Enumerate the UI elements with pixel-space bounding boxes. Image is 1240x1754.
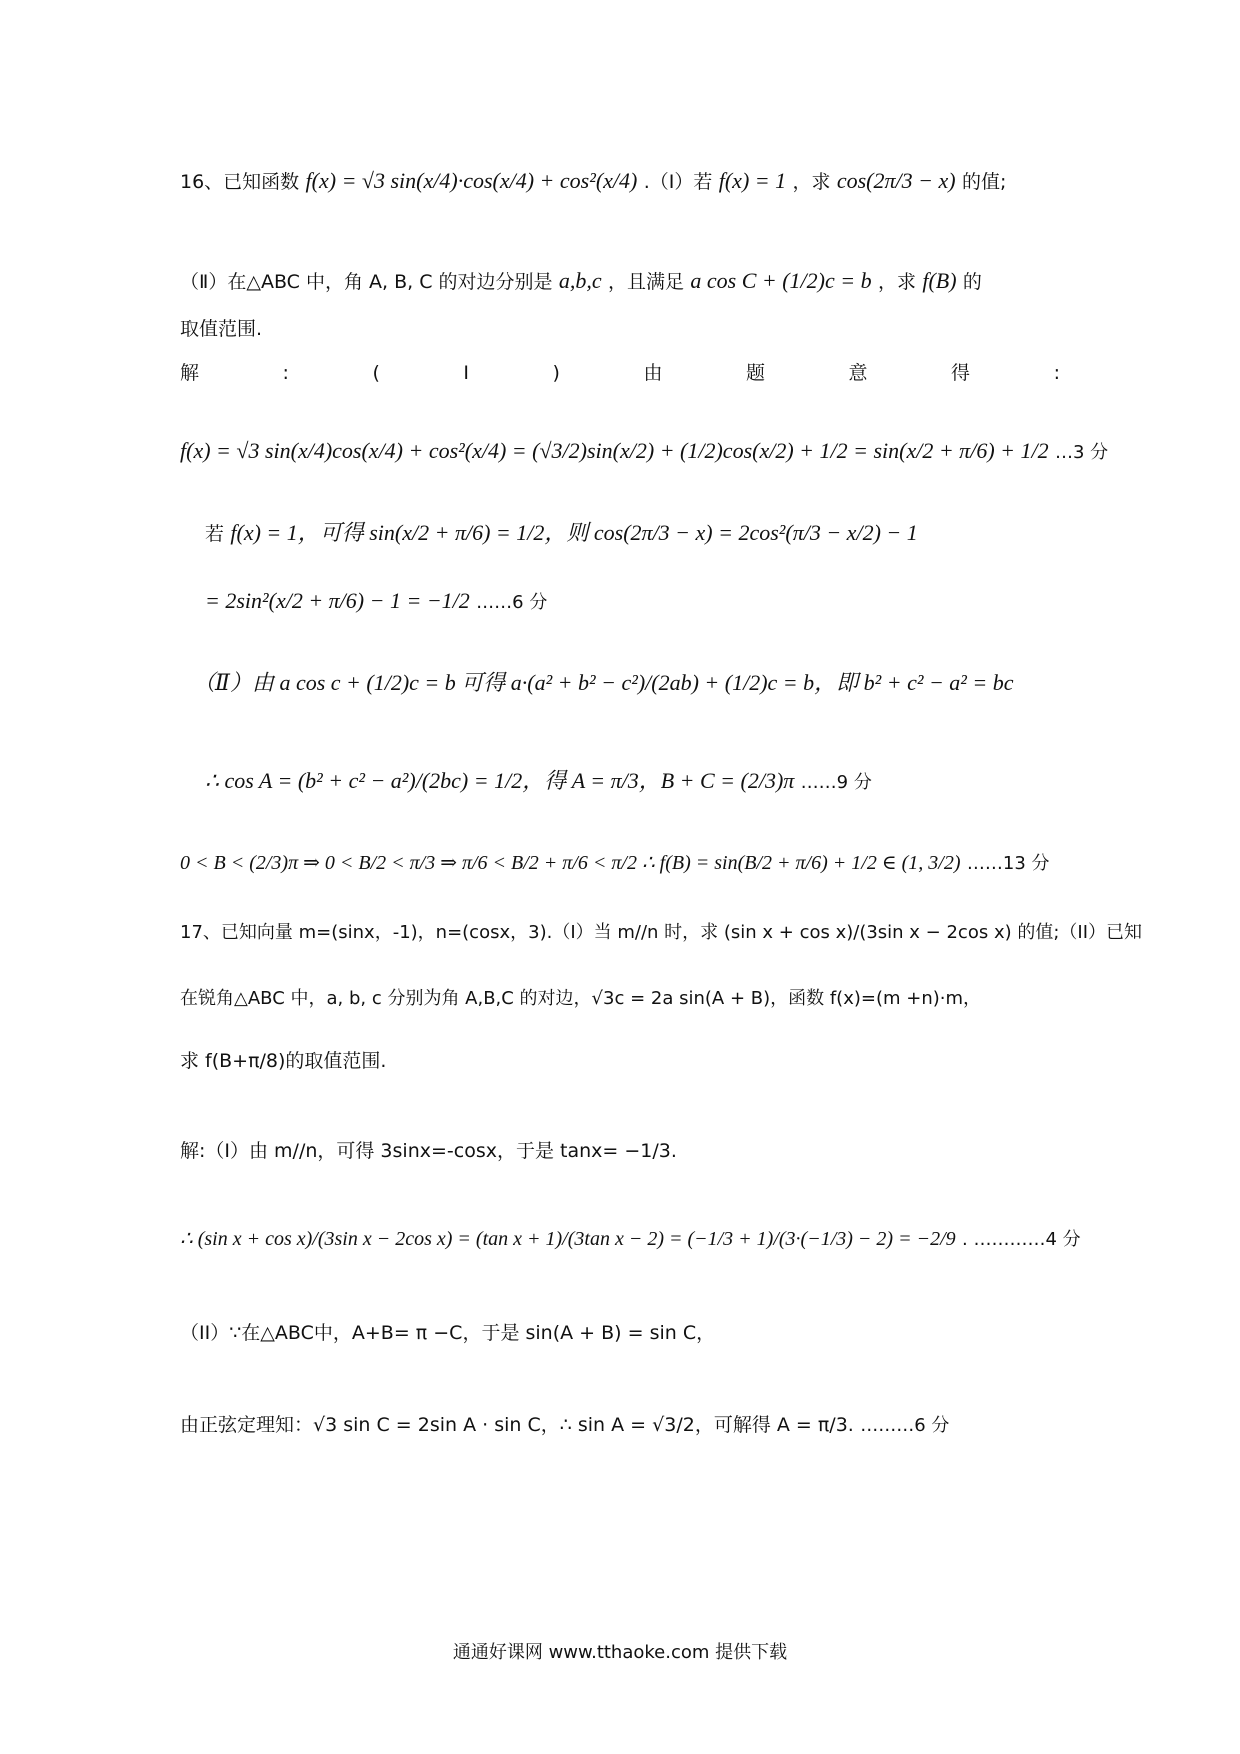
q16-sol3-eq: = 2sin²(x/2 + π/6) − 1 = −1/2 xyxy=(205,588,470,613)
q16-sol1 xyxy=(180,438,1108,464)
q16-sol5-eq: ∴ cos A = (b² + c² − a²)/(2bc) = 1/2，得 A = π/3，B + C = (2/3)π xyxy=(205,768,795,793)
q16-sol4-eq: （Ⅱ）由 a cos c + (1/2)c = b 可得 a·(a² + b² − c²)/(2ab) + (1/2)c = b，即 b² + c² − a² = bc xyxy=(193,670,1014,695)
sol-head-char-8: 意 xyxy=(848,362,868,384)
sol-head-char-7: 题 xyxy=(745,362,765,384)
q16-fb: f(B) xyxy=(922,268,957,293)
q16-condition: f(x) = 1 xyxy=(718,168,787,193)
q16-line1-ask: ，求 xyxy=(792,171,831,193)
sol-head-char-5: ) xyxy=(552,362,560,384)
q16-sol5 xyxy=(205,768,872,794)
q16-sol5-score: ……9 分 xyxy=(800,772,872,793)
q16-line1-end: 的值; xyxy=(961,171,1007,193)
q16-line1 xyxy=(180,168,1006,194)
q16-sol2 xyxy=(205,520,918,546)
q16-line2-ask: ，求 xyxy=(877,271,916,293)
sol-head-char-2: : xyxy=(282,362,289,384)
sol-head-char-3: ( xyxy=(372,362,380,384)
q16-solution-header xyxy=(180,362,1060,385)
sol-head-char-6: 由 xyxy=(643,362,663,384)
q16-target: cos(2π/3 − x) xyxy=(836,168,956,193)
q17-line1: 17、已知向量 m=(sinx，-1)，n=(cosx，3).（I）当 m//n 时，求 (sin x + cos x)/(3sin x − 2cos x) 的值;（II）已知 xyxy=(180,922,1143,943)
q16-sol2-eq: f(x) = 1，可得 sin(x/2 + π/6) = 1/2，则 cos(2π/3 − x) = 2cos²(π/3 − x/2) − 1 xyxy=(230,520,918,545)
sol-head-char-4: I xyxy=(463,362,469,384)
q16-line2-pre: （Ⅱ）在△ABC 中，角 A, B, C 的对边分别是 xyxy=(180,271,553,293)
sol-head-char-9: 得 xyxy=(951,362,971,384)
q16-sides: a,b,c xyxy=(558,268,602,293)
q17-line3: 求 f(B+π/8)的取值范围. xyxy=(180,1050,387,1072)
q17-sol4 xyxy=(180,1412,949,1437)
q16-sol6-score: ……13 分 xyxy=(966,853,1050,874)
q16-sol1-score: …3 分 xyxy=(1054,442,1109,463)
q16-sol3 xyxy=(205,588,547,614)
sol-head-char-10: : xyxy=(1053,362,1060,384)
sol-head-char-1: 解 xyxy=(180,362,200,384)
q17-line2: 在锐角△ABC 中，a, b, c 分别为角 A,B,C 的对边，√3c = 2a sin(A + B)，函数 f(x)=(m +n)·m， xyxy=(180,988,982,1009)
q16-sol4 xyxy=(193,670,1014,696)
q16-line2 xyxy=(180,268,982,294)
q16-line2-condition: a cos C + (1/2)c = b xyxy=(690,268,872,293)
q16-line1-pre: 16、已知函数 xyxy=(180,171,300,193)
q16-line2-mid: ，且满足 xyxy=(608,271,685,293)
q17-sol2 xyxy=(180,1226,1081,1251)
q16-sol3-score: ……6 分 xyxy=(476,592,548,613)
q16-line1-mid: .（Ⅰ）若 xyxy=(643,171,713,193)
q16-sol6 xyxy=(180,850,1050,875)
q16-sol2-pre: 若 xyxy=(205,523,225,545)
page-footer: 通通好课网 www.tthaoke.com 提供下载 xyxy=(452,1642,788,1663)
q16-line2-end: 的 xyxy=(962,271,982,293)
q17-sol4-score: ………6 分 xyxy=(860,1415,950,1436)
q17-sol1: 解:（I）由 m//n，可得 3sinx=-cosx，于是 tanx= −1/3. xyxy=(180,1140,677,1162)
q16-sol6-eq: 0 < B < (2/3)π ⇒ 0 < B/2 < π/3 ⇒ π/6 < B/2 + π/6 < π/2 ∴ f(B) = sin(B/2 + π/6) + 1/2 ∈ (1, 3/2) xyxy=(180,852,961,874)
q17-sol2-eq: ∴ (sin x + cos x)/(3sin x − 2cos x) = (tan x + 1)/(3tan x − 2) = (−1/3 + 1)/(3·(−1/3) − 2) = −2/9 xyxy=(180,1228,956,1250)
q16-function: f(x) = √3 sin(x/4)·cos(x/4) + cos²(x/4) xyxy=(305,168,638,193)
q17-sol4-eq: 由正弦定理知：√3 sin C = 2sin A · sin C，∴ sin A = √3/2，可解得 A = π/3. xyxy=(180,1414,854,1436)
q16-line3: 取值范围. xyxy=(180,318,263,340)
q17-sol2-score: . …………4 分 xyxy=(962,1229,1081,1250)
q17-sol3: （II）∵在△ABC中，A+B= π −C，于是 sin(A + B) = sin C， xyxy=(180,1322,716,1344)
q16-sol1-eq: f(x) = √3 sin(x/4)cos(x/4) + cos²(x/4) = (√3/2)sin(x/2) + (1/2)cos(x/2) + 1/2 = sin(x/2 + π/6) + 1/2 xyxy=(180,438,1049,463)
